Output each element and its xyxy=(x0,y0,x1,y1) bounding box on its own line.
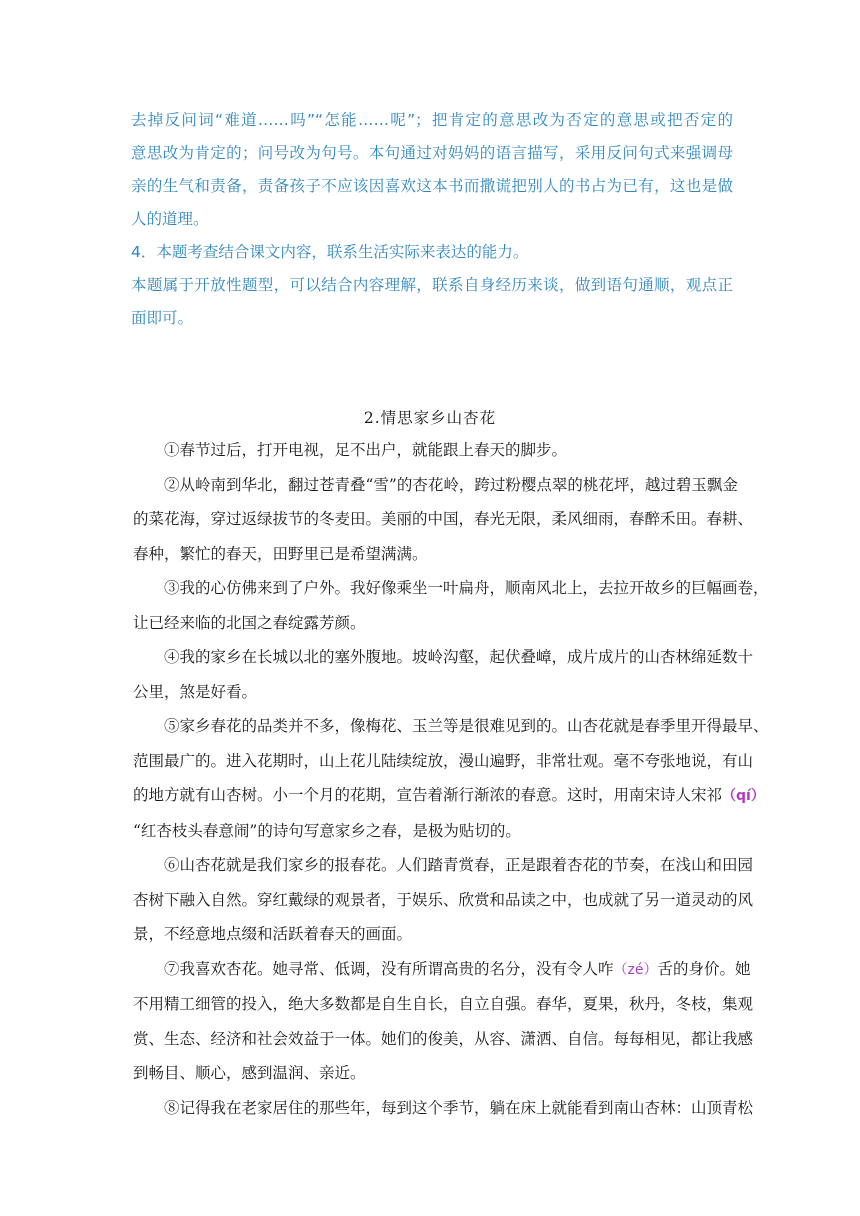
essay-title: 2.情思家乡山杏花 xyxy=(363,409,497,427)
answer-line: 人的道理。 xyxy=(131,210,209,228)
paragraph-8 xyxy=(133,1091,754,1126)
paragraph-line: 范围最广的。进入花期时，山上花儿陆续绽放，漫山遍野，非常壮观。毫不夸张地说，有山 xyxy=(133,751,754,770)
paragraph-line: “红杏枝头春意闹”的诗句写意家乡之春，是极为贴切的。 xyxy=(133,821,521,840)
paragraph-line: 公里，煞是好看。 xyxy=(133,682,258,701)
answer-line: 4．本题考查结合课文内容，联系生活实际来表达的能力。 xyxy=(131,243,529,261)
paragraph-line: ①春节过后，打开电视，足不出户，就能跟上春天的脚步。 xyxy=(164,441,568,459)
paragraph-line: 不用精工细管的投入，绝大多数都是自生自长，自立自强。春华，夏果，秋丹，冬枝，集观 xyxy=(133,995,754,1013)
paragraph-text: 的地方就有山杏树。小一个月的花期，宣告着渐行渐浓的春意。这时，用南宋诗人宋祁 xyxy=(133,786,723,804)
paragraph-line: 到畅目、顺心，感到温润、亲近。 xyxy=(133,1064,366,1082)
paragraph-6 xyxy=(133,848,754,952)
paragraph-line: ⑤家乡春花的品类并不多，像梅花、玉兰等是很难见到的。山杏花就是春季里开得最早、 xyxy=(164,717,769,735)
paragraph-7 xyxy=(133,952,754,1091)
paragraph-line: 赏、生态、经济和社会效益于一体。她们的俊美，从容、潇洒、自信。每每相见，都让我感 xyxy=(133,1029,754,1048)
paragraph-text: 舌的身价。她 xyxy=(657,959,751,978)
answer-line: 去掉反问词“难道……吗”“怎能……呢”；把肯定的意思改为否定的意思或把否定的 xyxy=(131,111,733,129)
paragraph-line: ④我的家乡在长城以北的塞外腹地。坡岭沟壑，起伏叠嶂，成片成片的山杏林绵延数十 xyxy=(164,648,754,666)
paragraph-4 xyxy=(133,640,754,709)
paragraph-line: 景，不经意地点缀和活跃着春天的画面。 xyxy=(133,925,413,943)
answer-section xyxy=(131,104,733,335)
answer-line: 本题属于开放性题型，可以结合内容理解，联系自身经历来谈，做到语句通顺，观点正 xyxy=(131,276,733,294)
paragraph-line: 杏树下融入自然。穿红戴绿的观景者，于娱乐、欣赏和品读之中，也成就了另一道灵动的风 xyxy=(133,890,754,909)
answer-line: 面即可。 xyxy=(131,309,194,327)
essay-body xyxy=(133,433,769,1125)
paragraph-5 xyxy=(133,709,769,848)
pinyin-annotation: （qí） xyxy=(722,788,765,804)
paragraph-line: ⑥山杏花就是我们家乡的报春花。人们踏青赏春，正是跟着杏花的节奏，在浅山和田园 xyxy=(164,856,754,874)
paragraph-line: ③我的心仿佛来到了户外。我好像乘坐一叶扁舟，顺南风北上，去拉开故乡的巨幅画卷， xyxy=(164,579,769,597)
answer-line: 亲的生气和责备，责备孩子不应该因喜欢这本书而撒谎把别人的书占为已有，这也是做 xyxy=(131,177,733,195)
paragraph-line: ②从岭南到华北，翻过苍青叠“雪”的杏花岭，跨过粉樱点翠的桃花坪，越过碧玉飘金 xyxy=(164,475,738,494)
paragraph-line: ⑧记得我在老家居住的那些年，每到这个季节，躺在床上就能看到南山杏林：山顶青松 xyxy=(164,1098,754,1117)
paragraph-1 xyxy=(133,433,730,468)
paragraph-line: 春种，繁忙的春天，田野里已是希望满满。 xyxy=(133,544,428,563)
paragraph-2 xyxy=(133,468,754,572)
paragraph-line-with-pinyin xyxy=(133,952,751,988)
paragraph-line-with-pinyin xyxy=(133,778,765,814)
paragraph-text: ⑦我喜欢杏花。她寻常、低调，没有所谓高贵的名分，没有令人咋 xyxy=(164,959,614,978)
answer-line: 意思改为肯定的；问号改为句号。本句通过对妈妈的语言描写，采用反问句式来强调母 xyxy=(131,144,733,162)
paragraph-3 xyxy=(133,571,769,640)
pinyin-annotation: （zé） xyxy=(613,961,658,978)
paragraph-line: 的菜花海，穿过返绿拔节的冬麦田。美丽的中国，春光无限，柔风细雨，春醉禾田。春耕、 xyxy=(133,510,754,528)
paragraph-line: 让已经来临的北国之春绽露芳颜。 xyxy=(133,613,366,632)
